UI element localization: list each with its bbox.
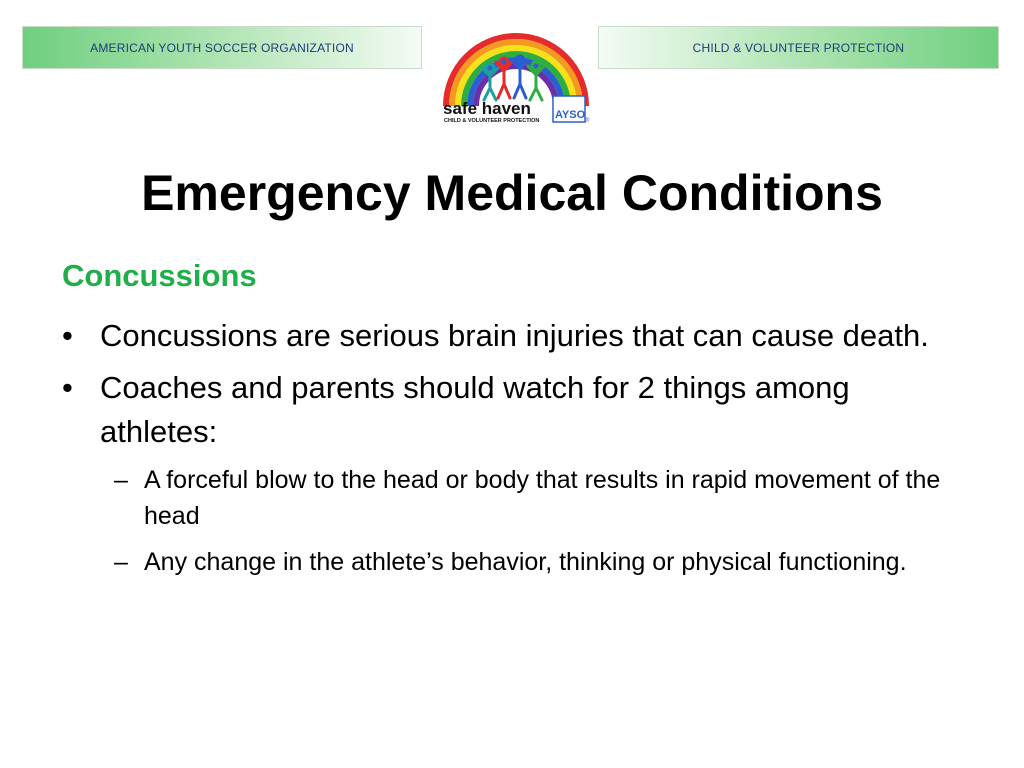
header-right-banner — [598, 26, 999, 69]
bullet-text: Concussions are serious brain injuries that can cause death. — [100, 318, 929, 353]
sub-bullet-text: A forceful blow to the head or body that results in rapid movement of the head — [144, 466, 941, 530]
header-left-banner — [22, 26, 422, 69]
bullet-dot: • — [62, 318, 73, 353]
logo-registered-mark: ® — [585, 118, 590, 124]
sub-bullet-dash: – — [114, 548, 128, 576]
sub-bullet-text: Any change in the athlete’s behavior, thinking or physical functioning. — [144, 548, 907, 576]
sub-bullet-item — [106, 462, 942, 534]
rainbow-logo-icon — [440, 18, 592, 126]
slide-title: Emergency Medical Conditions — [141, 165, 883, 221]
slide-subtitle: Concussions — [62, 258, 257, 293]
bullet-item — [62, 366, 942, 454]
bullet-list — [62, 314, 942, 590]
logo-tagline: CHILD & VOLUNTEER PROTECTION — [444, 118, 540, 124]
sub-bullet-item — [106, 544, 942, 580]
logo-name: safe haven — [443, 99, 531, 118]
sub-bullet-dash: – — [114, 466, 128, 494]
bullet-item — [62, 314, 942, 358]
logo-ayso: AYSO — [555, 109, 586, 121]
bullet-dot: • — [62, 370, 73, 405]
bullet-text: Coaches and parents should watch for 2 things among athletes: — [100, 370, 850, 449]
safe-haven-logo — [440, 18, 592, 126]
header-right-text: CHILD & VOLUNTEER PROTECTION — [692, 40, 905, 55]
header-left-text: AMERICAN YOUTH SOCCER ORGANIZATION — [90, 40, 354, 55]
